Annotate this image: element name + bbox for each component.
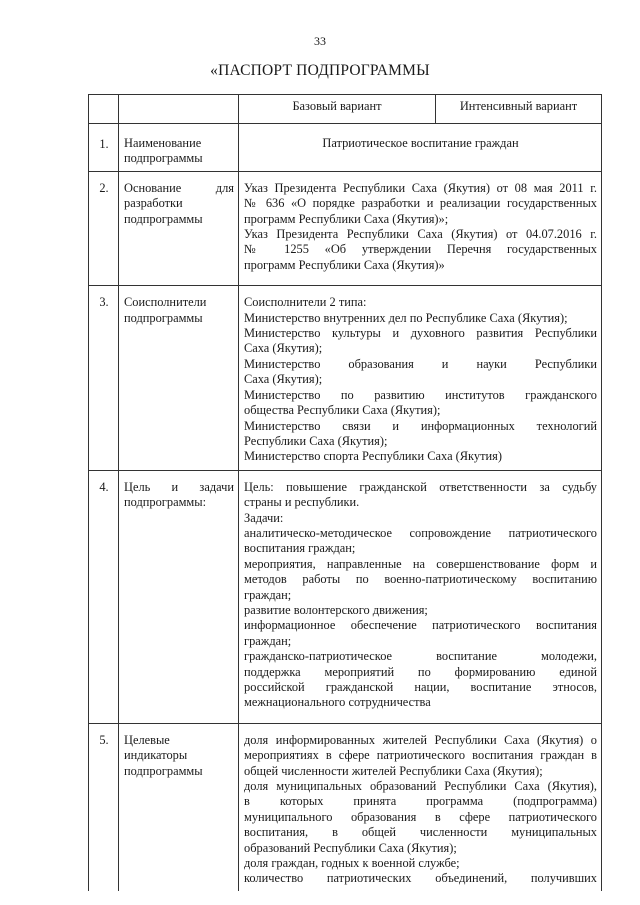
content-line: аналитическо-методическое сопровождение патриотического (244, 525, 597, 540)
content-line: воспитания, в общей численности муниципальных (244, 825, 597, 840)
content-line: Министерство культуры и духовного развития Республики (244, 326, 597, 341)
document-title: «ПАСПОРТ ПОДПРОГРАММЫ (210, 62, 430, 79)
row-content (239, 470, 602, 723)
content-line: развитие волонтерского движения; (244, 602, 428, 617)
header-intensive-variant: Интенсивный вариант (436, 95, 602, 124)
content-line: Саха (Якутия); (244, 341, 323, 356)
row-number: 5. (89, 723, 119, 891)
row-title-line: Соисполнители (124, 295, 207, 310)
content-line: методов работы по военно-патриотическому воспитанию (244, 572, 597, 587)
content-line: доля муниципальных образований Республики Саха (Якутия), (244, 779, 597, 794)
row-title-line: подпрограммы (124, 310, 203, 325)
content-line: граждан; (244, 633, 292, 648)
content-line: гражданско-патриотическое воспитание молодежи, (244, 649, 597, 664)
table-row (89, 723, 602, 891)
content-line: Министерство по развитию институтов гражданского (244, 387, 597, 402)
table-row (89, 286, 602, 470)
row-title (119, 171, 239, 285)
content-line: Соисполнители 2 типа: (244, 295, 367, 310)
row-content (239, 723, 602, 891)
content-line: программ Республики Саха (Якутия)» (244, 257, 445, 272)
row-title: Наименование подпрограммы (119, 124, 239, 172)
row-number: 1. (89, 124, 119, 172)
content-line: доля информированных жителей Республики Саха (Якутия) о (244, 732, 597, 747)
row-title-line: подпрограммы (124, 211, 203, 226)
row-number: 2. (89, 171, 119, 285)
content-line: № 1255 «Об утверждении Перечня государственных (244, 242, 597, 257)
content-line: общей численности жителей Республики Саха (Якутия); (244, 763, 543, 778)
row-content (239, 286, 602, 470)
row-content: Патриотическое воспитание граждан (239, 124, 602, 172)
passport-table (88, 94, 602, 891)
row-title-line: Целевые (124, 732, 170, 747)
row-number: 4. (89, 470, 119, 723)
content-line: воспитания граждан; (244, 541, 356, 556)
content-line: Министерство образования и науки Республики (244, 356, 597, 371)
content-line: муниципального образования в сфере патриотического (244, 809, 597, 824)
content-line: в которых принята программа (подпрограмма) (244, 794, 597, 809)
content-line: межнационального сотрудничества (244, 695, 431, 710)
content-line: Саха (Якутия); (244, 372, 323, 387)
content-line: Цель: повышение гражданской ответственности за судьбу (244, 479, 597, 494)
content-line: образований Республики Саха (Якутия); (244, 840, 457, 855)
content-line: информационное обеспечение патриотического воспитания (244, 618, 597, 633)
page-number: 33 (314, 34, 326, 48)
content-line: мероприятиях в сфере патриотического воспитания граждан в (244, 748, 597, 763)
content-line: количество патриотических объединений, получивших (244, 871, 597, 886)
content-line: поддержка мероприятий по формированию единой (244, 664, 597, 679)
content-line: общества Республики Саха (Якутия); (244, 403, 441, 418)
content-line: программ Республики Саха (Якутия)»; (244, 211, 449, 226)
content-line: Указ Президента Республики Саха (Якутия) от 08 мая 2011 г. (244, 180, 597, 195)
row-title (119, 470, 239, 723)
header-num-cell (89, 95, 119, 124)
content-line: Министерство внутренних дел по Республике Саха (Якутия); (244, 310, 568, 325)
content-line: Указ Президента Республики Саха (Якутия) от 04.07.2016 г. (244, 227, 597, 242)
table-row (89, 171, 602, 285)
row-title (119, 723, 239, 891)
row-title-line: индикаторы (124, 748, 188, 763)
content-line: Задачи: (244, 510, 284, 525)
row-number: 3. (89, 286, 119, 470)
content-line: мероприятия, направленные на совершенствование форм и (244, 556, 597, 571)
content-line: Министерство спорта Республики Саха (Якутия) (244, 449, 502, 464)
table-header-row (89, 95, 602, 124)
row-title-line: Цель и задачи (124, 479, 234, 494)
row-title-line: разработки (124, 196, 183, 211)
content-line: Республики Саха (Якутия); (244, 433, 388, 448)
table-row (89, 124, 602, 172)
row-title-line: подпрограммы (124, 763, 203, 778)
table-row (89, 470, 602, 723)
row-title-line: подпрограммы: (124, 495, 207, 510)
content-line: № 636 «О порядке разработки и реализации государственных (244, 196, 597, 211)
header-base-variant: Базовый вариант (239, 95, 436, 124)
row-title (119, 286, 239, 470)
content-line: граждан; (244, 587, 292, 602)
row-title-line: Основание для (124, 180, 234, 195)
row-content (239, 171, 602, 285)
content-line: страны и республики. (244, 495, 360, 510)
content-line: российской гражданской нации, воспитание этносов, (244, 680, 597, 694)
header-name-cell (119, 95, 239, 124)
content-line: доля граждан, годных к военной службе; (244, 856, 460, 871)
content-line: Министерство связи и информационных технологий (244, 418, 597, 433)
